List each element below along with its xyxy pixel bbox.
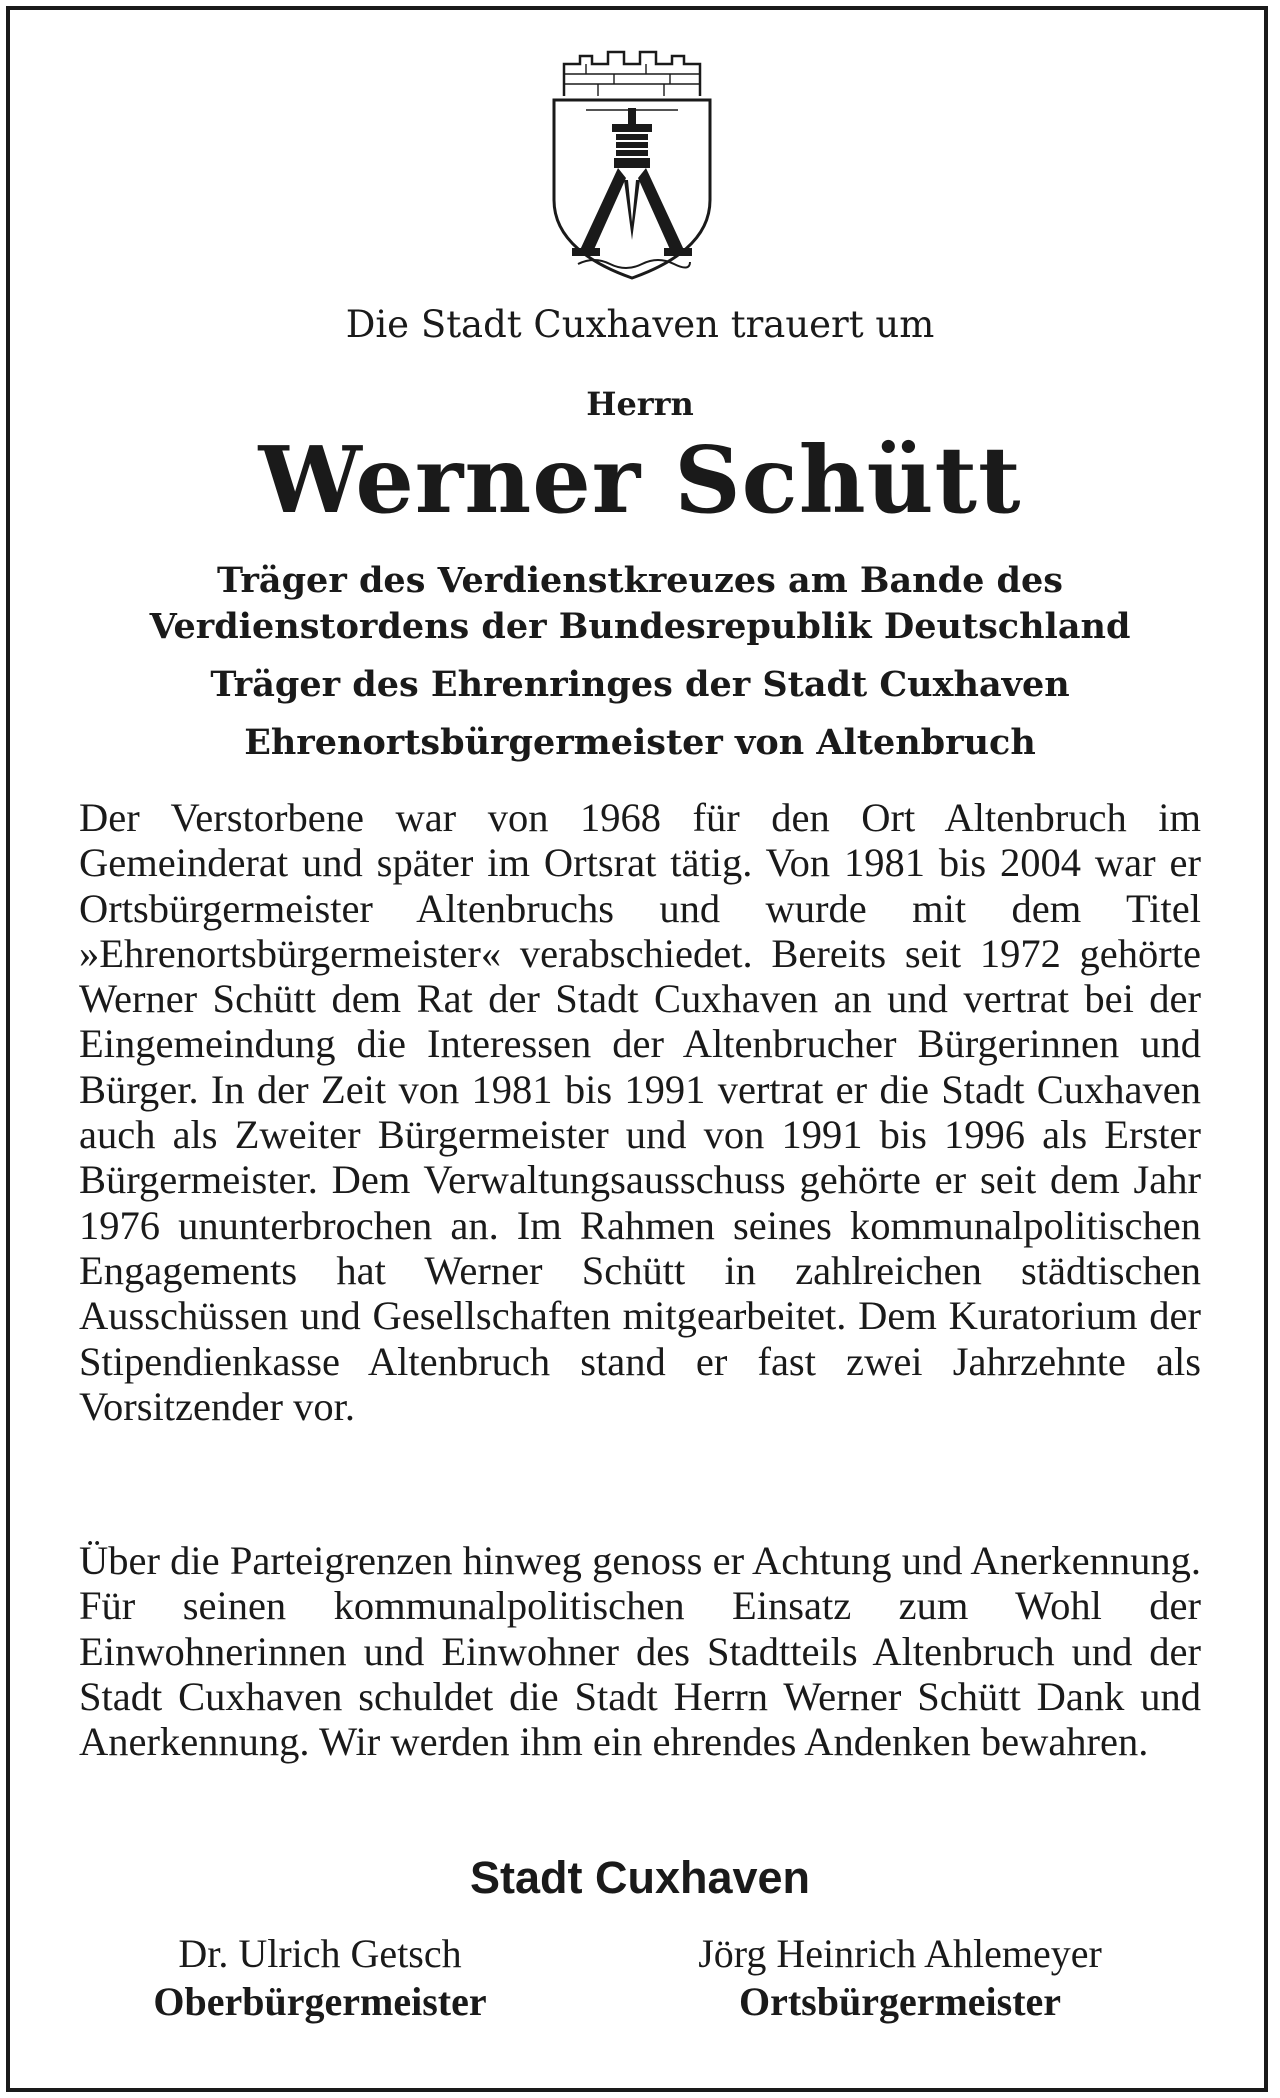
honor-line: Ehrenortsbürgermeister von Altenbruch <box>244 722 1036 763</box>
signatory-title: Oberbürgermeister <box>153 1979 487 2024</box>
honor-line: Träger des Verdienstkreuzes am Bande des <box>216 560 1064 601</box>
signatory-left <box>40 1930 600 2026</box>
organization-name: Stadt Cuxhaven <box>469 1852 811 1903</box>
signatory-title: Ortsbürgermeister <box>738 1979 1062 2024</box>
honors-list <box>0 558 1280 766</box>
intro-line: Die Stadt Cuxhaven trauert um <box>345 303 935 346</box>
signatory-right <box>620 1930 1180 2026</box>
tribute-paragraph: Über die Parteigrenzen hinweg genoss er Achtung und Anerkennung. Für seinen kommunalpolitischen Einsatz zum Wohl der Einwohnerinnen und Einwohner des Stadtteils Altenbruch und der Stadt Cuxhaven schuldet die Stadt Herrn Werner Schütt Dank und Anerkennung. Wir werden ihm ein ehrendes Andenken bewahren. <box>79 1538 1201 1765</box>
honor-line: Träger des Ehrenringes der Stadt Cuxhaven <box>210 664 1070 705</box>
honor-line: Verdienstordens der Bundesrepublik Deutschland <box>149 606 1131 647</box>
signatory-name: Dr. Ulrich Getsch <box>178 1931 462 1976</box>
signatory-name: Jörg Heinrich Ahlemeyer <box>698 1931 1102 1976</box>
biography-paragraph: Der Verstorbene war von 1968 für den Ort Altenbruch im Gemeinderat und später im Ortsrat tätig. Von 1981 bis 2004 war er Ortsbürgermeister Altenbruchs und wurde mit dem Titel »Ehrenortsbürgermeister« verabschiedet. Bereits seit 1972 gehörte Werner Schütt dem Rat der Stadt Cuxhaven an und vertrat bei der Eingemeindung die Interessen der Altenbrucher Bürgerinnen und Bürger. In der Zeit von 1981 bis 1991 vertrat er die Stadt Cuxhaven auch als Zweiter Bürgermeister und von 1991 bis 1996 als Erster Bürgermeister. Dem Verwaltungsausschuss gehörte er seit dem Jahr 1976 ununterbrochen an. Im Rahmen seines kommunalpolitischen Engagements hat Werner Schütt in zahlreichen städtischen Ausschüssen und Gesellschaften mitgearbeitet. Dem Kuratorium der Stipendienkasse Altenbruch stand er fast zwei Jahrzehnte als Vorsitzender vor. <box>79 795 1201 1429</box>
deceased-name: Werner Schütt <box>258 426 1022 534</box>
city-coat-of-arms-icon <box>550 50 714 282</box>
salutation: Herrn <box>586 385 694 423</box>
